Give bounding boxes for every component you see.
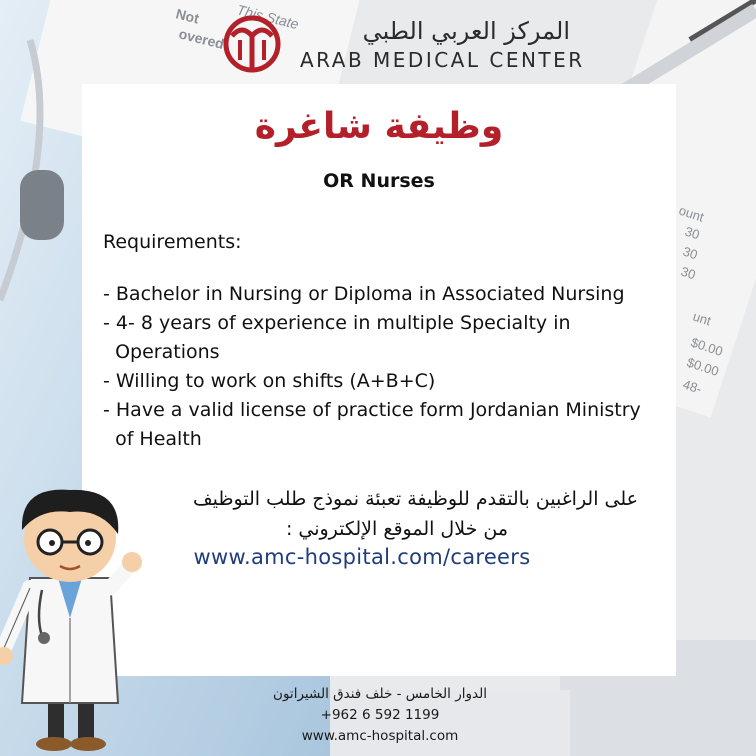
- footer-contact: [230, 684, 530, 747]
- brand-name-english: ARAB MEDICAL CENTER: [300, 48, 585, 72]
- svg-text:This State: This State: [235, 1, 301, 33]
- svg-text:$0.00: $0.00: [689, 334, 725, 359]
- footer-website[interactable]: www.amc-hospital.com: [301, 728, 459, 744]
- apply-line-1: على الراغبين بالتقدم للوظيفة تعبئة نموذج طلب التوظيف: [192, 488, 638, 510]
- svg-text:Not: Not: [174, 5, 201, 27]
- careers-link[interactable]: www.amc-hospital.com/careers: [193, 545, 531, 569]
- footer-address: الدوار الخامس - خلف فندق الشيراتون: [273, 686, 487, 702]
- svg-text:30: 30: [683, 223, 702, 243]
- svg-text:30: 30: [681, 243, 700, 263]
- footer-phone: +962 6 592 1199: [320, 707, 440, 723]
- requirement-item: of Health: [103, 428, 202, 450]
- apply-line-2: من خلال الموقع الإلكتروني :: [285, 518, 508, 540]
- requirement-item: - Willing to work on shifts (A+B+C): [103, 370, 436, 392]
- vacancy-title: وظيفة شاغرة: [254, 106, 504, 147]
- doctor-cartoon: [0, 478, 150, 756]
- brand-name-arabic: المركز العربي الطبي: [362, 17, 570, 45]
- svg-text:30: 30: [679, 263, 698, 283]
- job-position: OR Nurses: [323, 170, 435, 192]
- svg-text:ount: ount: [677, 202, 706, 225]
- requirements-list: [103, 280, 678, 454]
- svg-text:overed: overed: [177, 25, 226, 53]
- requirement-item: - Have a valid license of practice form Jordanian Ministry: [103, 399, 641, 421]
- svg-text:$0.00: $0.00: [685, 354, 721, 379]
- svg-text:unt: unt: [691, 308, 713, 329]
- requirements-label: Requirements:: [103, 231, 242, 253]
- requirement-item: - 4- 8 years of experience in multiple Specialty in: [103, 312, 571, 334]
- svg-text:48-: 48-: [681, 376, 704, 397]
- requirement-item: - Bachelor in Nursing or Diploma in Associated Nursing: [103, 283, 625, 305]
- requirement-item: Operations: [103, 341, 220, 363]
- apply-instructions: [100, 484, 638, 544]
